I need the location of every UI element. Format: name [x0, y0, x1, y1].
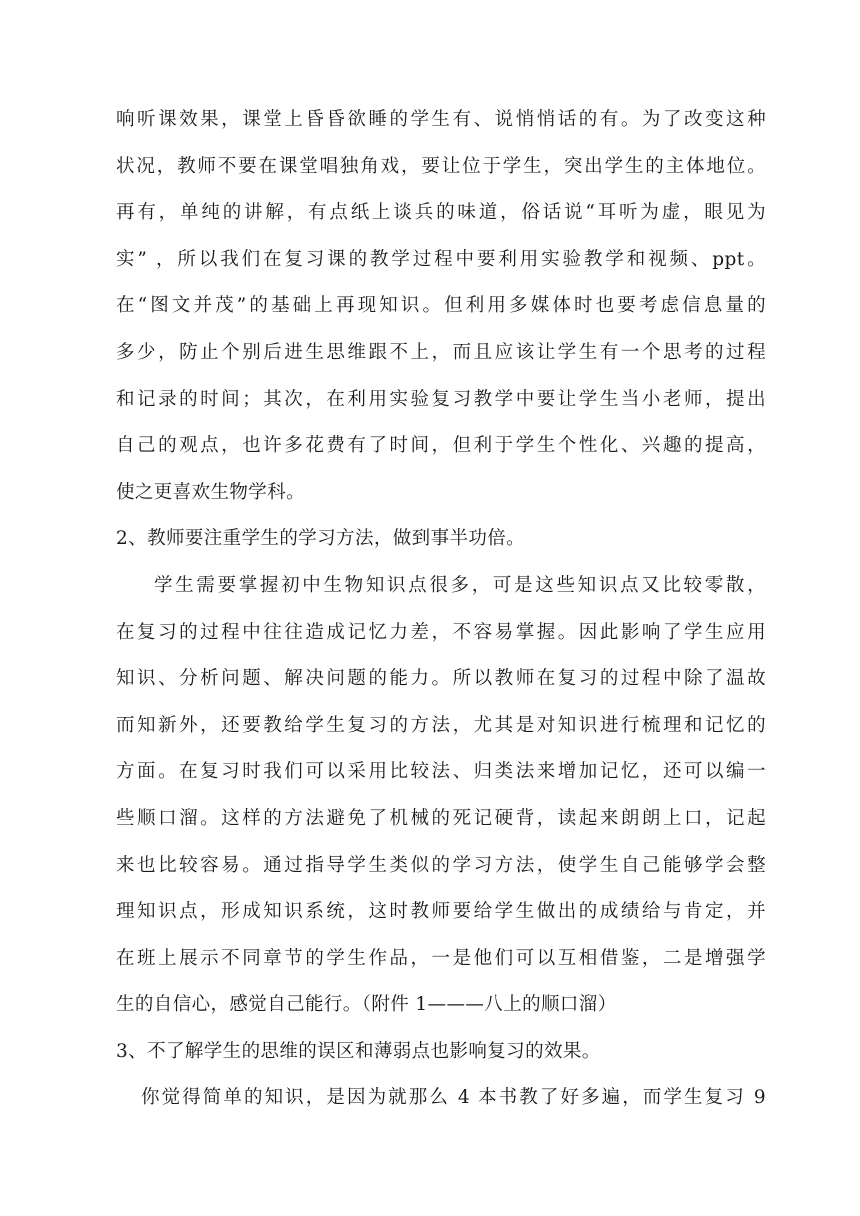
text-line: 知识、分析问题、解决问题的能力。所以教师在复习的过程中除了温故 — [116, 668, 766, 690]
text-line: 生的自信心，感觉自己能行。（附件 1———八上的顺口溜） — [116, 994, 617, 1016]
text-line: 自己的观点，也许多花费有了时间，但利于学生个性化、兴趣的提高， — [116, 435, 766, 457]
text-line: 再有，单纯的讲解，有点纸上谈兵的味道，俗话说“耳听为虚，眼见为 — [116, 202, 766, 224]
text-line: 2、教师要注重学生的学习方法，做到事半功倍。 — [116, 528, 526, 550]
text-line: 在复习的过程中往往造成记忆力差，不容易掌握。因此影响了学生应用 — [116, 621, 766, 643]
text-line: 来也比较容易。通过指导学生类似的学习方法，使学生自己能够学会整 — [116, 854, 766, 876]
text-line: 方面。在复习时我们可以采用比较法、归类法来增加记忆，还可以编一 — [116, 761, 766, 783]
text-line: 状况，教师不要在课堂唱独角戏，要让位于学生，突出学生的主体地位。 — [116, 155, 766, 177]
text-line: 响听课效果，课堂上昏昏欲睡的学生有、说悄悄话的有。为了改变这种 — [116, 109, 766, 130]
text-line: 实” ，所以我们在复习课的教学过程中要利用实验教学和视频、ppt。 — [116, 248, 766, 270]
text-line: 在班上展示不同章节的学生作品，一是他们可以互相借鉴，二是增强学 — [116, 947, 766, 969]
body-text — [116, 97, 766, 1122]
text-line: 而知新外，还要教给学生复习的方法，尤其是对知识进行梳理和记忆的 — [116, 714, 766, 736]
text-line: 理知识点，形成知识系统，这时教师要给学生做出的成绩给与肯定，并 — [116, 901, 766, 923]
text-line: 使之更喜欢生物学科。 — [116, 481, 306, 503]
text-line: 多少，防止个别后进生思维跟不上，而且应该让学生有一个思考的过程 — [116, 341, 766, 363]
text-line: 你觉得简单的知识，是因为就那么 4 本书教了好多遍，而学生复习 9 — [141, 1087, 766, 1109]
text-line: 在“图文并茂”的基础上再现知识。但利用多媒体时也要考虑信息量的 — [116, 295, 766, 317]
text-line: 些顺口溜。这样的方法避免了机械的死记硬背，读起来朗朗上口，记起 — [116, 807, 766, 829]
text-line: 和记录的时间；其次，在利用实验复习教学中要让学生当小老师，提出 — [116, 388, 766, 410]
text-line: 学生需要掌握初中生物知识点很多，可是这些知识点又比较零散， — [154, 574, 766, 596]
text-line: 3、不了解学生的思维的误区和薄弱点也影响复习的效果。 — [116, 1040, 601, 1062]
